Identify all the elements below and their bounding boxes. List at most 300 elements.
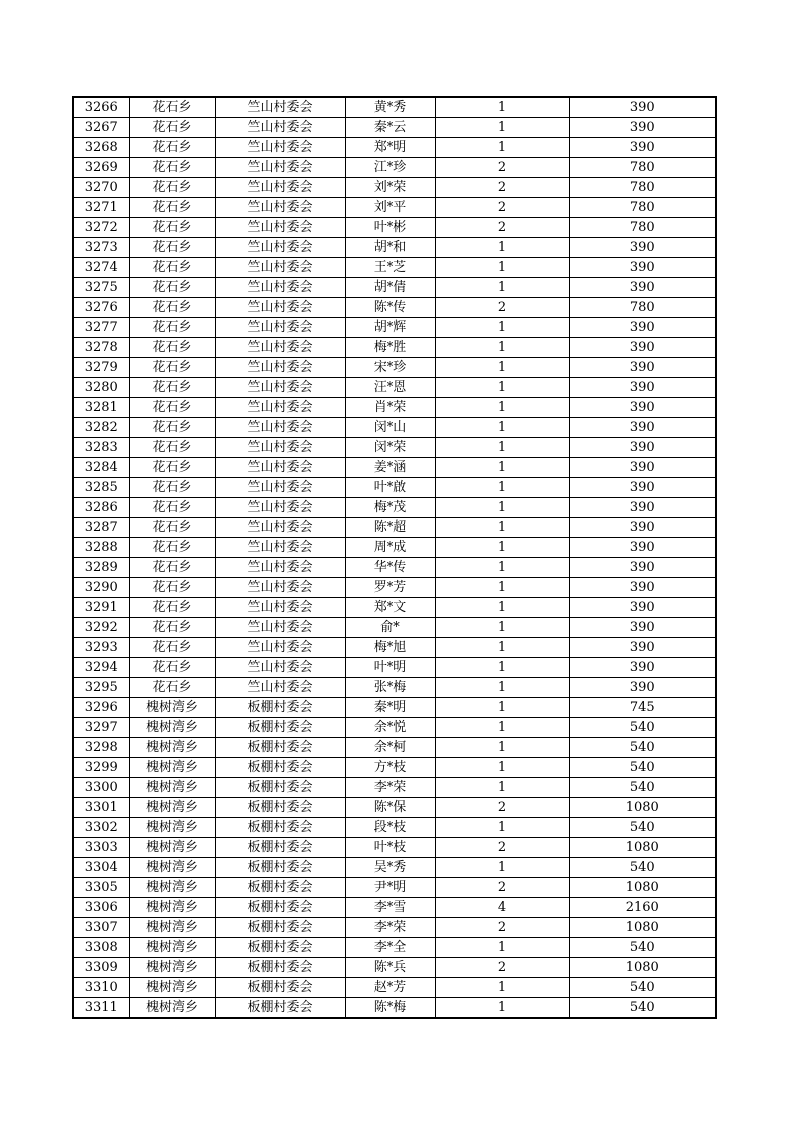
name-cell: 张*梅 [345, 678, 435, 698]
name-cell: 段*枝 [345, 818, 435, 838]
amount-cell: 390 [569, 118, 716, 138]
table-row [73, 258, 716, 278]
table-row [73, 618, 716, 638]
amount-cell: 390 [569, 618, 716, 638]
count-cell: 1 [435, 858, 569, 878]
amount-cell: 540 [569, 998, 716, 1019]
count-cell: 1 [435, 438, 569, 458]
village-committee-cell: 竺山村委会 [215, 158, 345, 178]
row-number-cell: 3276 [73, 298, 129, 318]
village-committee-cell: 竺山村委会 [215, 478, 345, 498]
township-cell: 花石乡 [129, 218, 215, 238]
table-row [73, 198, 716, 218]
township-cell: 花石乡 [129, 378, 215, 398]
village-committee-cell: 竺山村委会 [215, 538, 345, 558]
village-committee-cell: 竺山村委会 [215, 218, 345, 238]
name-cell: 郑*明 [345, 138, 435, 158]
township-cell: 槐树湾乡 [129, 958, 215, 978]
table-row [73, 698, 716, 718]
row-number-cell: 3270 [73, 178, 129, 198]
township-cell: 花石乡 [129, 538, 215, 558]
township-cell: 花石乡 [129, 158, 215, 178]
amount-cell: 390 [569, 578, 716, 598]
table-row [73, 798, 716, 818]
village-committee-cell: 竺山村委会 [215, 498, 345, 518]
table-row [73, 338, 716, 358]
count-cell: 1 [435, 658, 569, 678]
village-committee-cell: 板棚村委会 [215, 918, 345, 938]
village-committee-cell: 板棚村委会 [215, 698, 345, 718]
name-cell: 余*悦 [345, 718, 435, 738]
table-row [73, 178, 716, 198]
table-row [73, 598, 716, 618]
township-cell: 槐树湾乡 [129, 998, 215, 1019]
table-row [73, 538, 716, 558]
row-number-cell: 3294 [73, 658, 129, 678]
row-number-cell: 3295 [73, 678, 129, 698]
amount-cell: 390 [569, 278, 716, 298]
township-cell: 槐树湾乡 [129, 718, 215, 738]
township-cell: 花石乡 [129, 278, 215, 298]
amount-cell: 390 [569, 598, 716, 618]
township-cell: 槐树湾乡 [129, 798, 215, 818]
amount-cell: 540 [569, 858, 716, 878]
township-cell: 花石乡 [129, 438, 215, 458]
table-row [73, 298, 716, 318]
township-cell: 花石乡 [129, 518, 215, 538]
row-number-cell: 3281 [73, 398, 129, 418]
name-cell: 江*珍 [345, 158, 435, 178]
name-cell: 叶*彬 [345, 218, 435, 238]
name-cell: 姜*涵 [345, 458, 435, 478]
table-row [73, 678, 716, 698]
village-committee-cell: 竺山村委会 [215, 378, 345, 398]
count-cell: 1 [435, 998, 569, 1019]
row-number-cell: 3285 [73, 478, 129, 498]
name-cell: 叶*啟 [345, 478, 435, 498]
name-cell: 汪*恩 [345, 378, 435, 398]
row-number-cell: 3286 [73, 498, 129, 518]
count-cell: 1 [435, 938, 569, 958]
name-cell: 陈*传 [345, 298, 435, 318]
table-row [73, 818, 716, 838]
village-committee-cell: 板棚村委会 [215, 818, 345, 838]
amount-cell: 1080 [569, 918, 716, 938]
count-cell: 2 [435, 178, 569, 198]
table-row [73, 438, 716, 458]
township-cell: 花石乡 [129, 558, 215, 578]
count-cell: 1 [435, 538, 569, 558]
table-row [73, 518, 716, 538]
name-cell: 梅*胜 [345, 338, 435, 358]
table-row [73, 118, 716, 138]
name-cell: 赵*芳 [345, 978, 435, 998]
name-cell: 吴*秀 [345, 858, 435, 878]
amount-cell: 780 [569, 178, 716, 198]
name-cell: 俞* [345, 618, 435, 638]
village-committee-cell: 竺山村委会 [215, 278, 345, 298]
count-cell: 1 [435, 598, 569, 618]
village-committee-cell: 竺山村委会 [215, 97, 345, 118]
township-cell: 花石乡 [129, 458, 215, 478]
row-number-cell: 3278 [73, 338, 129, 358]
name-cell: 李*荣 [345, 778, 435, 798]
village-committee-cell: 竺山村委会 [215, 558, 345, 578]
village-committee-cell: 竺山村委会 [215, 638, 345, 658]
table-row [73, 918, 716, 938]
count-cell: 1 [435, 498, 569, 518]
township-cell: 花石乡 [129, 418, 215, 438]
village-committee-cell: 竺山村委会 [215, 338, 345, 358]
table-row [73, 938, 716, 958]
row-number-cell: 3267 [73, 118, 129, 138]
township-cell: 花石乡 [129, 578, 215, 598]
name-cell: 宋*珍 [345, 358, 435, 378]
township-cell: 花石乡 [129, 338, 215, 358]
village-committee-cell: 板棚村委会 [215, 718, 345, 738]
village-committee-cell: 板棚村委会 [215, 878, 345, 898]
village-committee-cell: 竺山村委会 [215, 678, 345, 698]
row-number-cell: 3266 [73, 97, 129, 118]
amount-cell: 390 [569, 378, 716, 398]
name-cell: 周*成 [345, 538, 435, 558]
name-cell: 陈*超 [345, 518, 435, 538]
village-committee-cell: 竺山村委会 [215, 178, 345, 198]
table-row [73, 998, 716, 1019]
amount-cell: 540 [569, 738, 716, 758]
count-cell: 1 [435, 978, 569, 998]
table-row [73, 878, 716, 898]
table-row [73, 638, 716, 658]
count-cell: 1 [435, 458, 569, 478]
township-cell: 花石乡 [129, 638, 215, 658]
count-cell: 1 [435, 138, 569, 158]
township-cell: 槐树湾乡 [129, 818, 215, 838]
count-cell: 1 [435, 378, 569, 398]
table-row [73, 238, 716, 258]
count-cell: 2 [435, 298, 569, 318]
row-number-cell: 3306 [73, 898, 129, 918]
table-row [73, 718, 716, 738]
township-cell: 槐树湾乡 [129, 838, 215, 858]
row-number-cell: 3300 [73, 778, 129, 798]
amount-cell: 390 [569, 338, 716, 358]
row-number-cell: 3288 [73, 538, 129, 558]
village-committee-cell: 竺山村委会 [215, 318, 345, 338]
amount-cell: 780 [569, 198, 716, 218]
village-committee-cell: 竺山村委会 [215, 398, 345, 418]
name-cell: 梅*茂 [345, 498, 435, 518]
township-cell: 花石乡 [129, 598, 215, 618]
count-cell: 1 [435, 258, 569, 278]
row-number-cell: 3282 [73, 418, 129, 438]
row-number-cell: 3268 [73, 138, 129, 158]
amount-cell: 390 [569, 418, 716, 438]
name-cell: 李*荣 [345, 918, 435, 938]
row-number-cell: 3299 [73, 758, 129, 778]
village-committee-cell: 竺山村委会 [215, 658, 345, 678]
village-committee-cell: 竺山村委会 [215, 198, 345, 218]
name-cell: 秦*云 [345, 118, 435, 138]
row-number-cell: 3308 [73, 938, 129, 958]
township-cell: 花石乡 [129, 178, 215, 198]
name-cell: 方*枝 [345, 758, 435, 778]
data-table [72, 96, 717, 1019]
village-committee-cell: 板棚村委会 [215, 898, 345, 918]
row-number-cell: 3273 [73, 238, 129, 258]
count-cell: 1 [435, 118, 569, 138]
row-number-cell: 3291 [73, 598, 129, 618]
row-number-cell: 3290 [73, 578, 129, 598]
table-row [73, 278, 716, 298]
row-number-cell: 3297 [73, 718, 129, 738]
name-cell: 郑*文 [345, 598, 435, 618]
table-row [73, 398, 716, 418]
amount-cell: 1080 [569, 838, 716, 858]
count-cell: 1 [435, 778, 569, 798]
row-number-cell: 3292 [73, 618, 129, 638]
row-number-cell: 3279 [73, 358, 129, 378]
amount-cell: 780 [569, 298, 716, 318]
count-cell: 2 [435, 838, 569, 858]
count-cell: 2 [435, 878, 569, 898]
village-committee-cell: 竺山村委会 [215, 418, 345, 438]
amount-cell: 390 [569, 638, 716, 658]
table-row [73, 358, 716, 378]
township-cell: 槐树湾乡 [129, 738, 215, 758]
count-cell: 1 [435, 698, 569, 718]
amount-cell: 745 [569, 698, 716, 718]
township-cell: 花石乡 [129, 498, 215, 518]
name-cell: 闵*山 [345, 418, 435, 438]
row-number-cell: 3303 [73, 838, 129, 858]
village-committee-cell: 竺山村委会 [215, 458, 345, 478]
count-cell: 1 [435, 518, 569, 538]
township-cell: 花石乡 [129, 478, 215, 498]
name-cell: 李*雪 [345, 898, 435, 918]
count-cell: 1 [435, 818, 569, 838]
table-row [73, 778, 716, 798]
amount-cell: 540 [569, 978, 716, 998]
count-cell: 1 [435, 678, 569, 698]
township-cell: 花石乡 [129, 138, 215, 158]
name-cell: 肖*荣 [345, 398, 435, 418]
count-cell: 2 [435, 158, 569, 178]
count-cell: 1 [435, 338, 569, 358]
township-cell: 槐树湾乡 [129, 698, 215, 718]
township-cell: 槐树湾乡 [129, 758, 215, 778]
name-cell: 刘*荣 [345, 178, 435, 198]
amount-cell: 390 [569, 358, 716, 378]
amount-cell: 540 [569, 778, 716, 798]
name-cell: 余*柯 [345, 738, 435, 758]
table-row [73, 898, 716, 918]
table-row [73, 958, 716, 978]
village-committee-cell: 竺山村委会 [215, 138, 345, 158]
name-cell: 罗*芳 [345, 578, 435, 598]
row-number-cell: 3298 [73, 738, 129, 758]
name-cell: 胡*和 [345, 238, 435, 258]
amount-cell: 390 [569, 518, 716, 538]
name-cell: 华*传 [345, 558, 435, 578]
township-cell: 槐树湾乡 [129, 898, 215, 918]
township-cell: 花石乡 [129, 398, 215, 418]
township-cell: 花石乡 [129, 618, 215, 638]
row-number-cell: 3280 [73, 378, 129, 398]
township-cell: 槐树湾乡 [129, 878, 215, 898]
table-row [73, 458, 716, 478]
row-number-cell: 3309 [73, 958, 129, 978]
table-row [73, 558, 716, 578]
count-cell: 1 [435, 318, 569, 338]
name-cell: 叶*明 [345, 658, 435, 678]
count-cell: 1 [435, 418, 569, 438]
count-cell: 1 [435, 358, 569, 378]
count-cell: 1 [435, 578, 569, 598]
amount-cell: 2160 [569, 898, 716, 918]
amount-cell: 780 [569, 158, 716, 178]
name-cell: 闵*荣 [345, 438, 435, 458]
village-committee-cell: 板棚村委会 [215, 978, 345, 998]
table-body [73, 97, 716, 1018]
table-row [73, 378, 716, 398]
count-cell: 2 [435, 198, 569, 218]
name-cell: 李*全 [345, 938, 435, 958]
name-cell: 叶*枝 [345, 838, 435, 858]
table-row [73, 978, 716, 998]
count-cell: 1 [435, 718, 569, 738]
village-committee-cell: 竺山村委会 [215, 358, 345, 378]
table-row [73, 758, 716, 778]
township-cell: 花石乡 [129, 658, 215, 678]
count-cell: 2 [435, 918, 569, 938]
row-number-cell: 3272 [73, 218, 129, 238]
table-row [73, 498, 716, 518]
row-number-cell: 3310 [73, 978, 129, 998]
count-cell: 2 [435, 798, 569, 818]
village-committee-cell: 竺山村委会 [215, 258, 345, 278]
township-cell: 花石乡 [129, 298, 215, 318]
count-cell: 1 [435, 558, 569, 578]
amount-cell: 390 [569, 438, 716, 458]
row-number-cell: 3296 [73, 698, 129, 718]
township-cell: 花石乡 [129, 358, 215, 378]
village-committee-cell: 竺山村委会 [215, 438, 345, 458]
row-number-cell: 3307 [73, 918, 129, 938]
count-cell: 1 [435, 278, 569, 298]
township-cell: 花石乡 [129, 678, 215, 698]
table-row [73, 138, 716, 158]
amount-cell: 390 [569, 258, 716, 278]
amount-cell: 390 [569, 97, 716, 118]
count-cell: 1 [435, 97, 569, 118]
township-cell: 花石乡 [129, 118, 215, 138]
village-committee-cell: 竺山村委会 [215, 518, 345, 538]
amount-cell: 390 [569, 398, 716, 418]
name-cell: 陈*梅 [345, 998, 435, 1019]
row-number-cell: 3311 [73, 998, 129, 1019]
table-row [73, 318, 716, 338]
name-cell: 陈*兵 [345, 958, 435, 978]
table-row [73, 158, 716, 178]
row-number-cell: 3283 [73, 438, 129, 458]
row-number-cell: 3269 [73, 158, 129, 178]
count-cell: 1 [435, 738, 569, 758]
village-committee-cell: 板棚村委会 [215, 738, 345, 758]
row-number-cell: 3284 [73, 458, 129, 478]
village-committee-cell: 竺山村委会 [215, 298, 345, 318]
amount-cell: 390 [569, 658, 716, 678]
name-cell: 陈*保 [345, 798, 435, 818]
table-row [73, 478, 716, 498]
count-cell: 2 [435, 958, 569, 978]
village-committee-cell: 板棚村委会 [215, 798, 345, 818]
township-cell: 槐树湾乡 [129, 938, 215, 958]
table-row [73, 658, 716, 678]
name-cell: 胡*辉 [345, 318, 435, 338]
township-cell: 花石乡 [129, 258, 215, 278]
township-cell: 槐树湾乡 [129, 978, 215, 998]
table-row [73, 218, 716, 238]
row-number-cell: 3287 [73, 518, 129, 538]
village-committee-cell: 板棚村委会 [215, 758, 345, 778]
count-cell: 4 [435, 898, 569, 918]
row-number-cell: 3301 [73, 798, 129, 818]
count-cell: 2 [435, 218, 569, 238]
township-cell: 花石乡 [129, 318, 215, 338]
township-cell: 花石乡 [129, 198, 215, 218]
amount-cell: 540 [569, 718, 716, 738]
amount-cell: 390 [569, 238, 716, 258]
amount-cell: 390 [569, 558, 716, 578]
count-cell: 1 [435, 618, 569, 638]
row-number-cell: 3293 [73, 638, 129, 658]
count-cell: 1 [435, 638, 569, 658]
amount-cell: 390 [569, 498, 716, 518]
name-cell: 胡*倩 [345, 278, 435, 298]
amount-cell: 390 [569, 478, 716, 498]
name-cell: 梅*旭 [345, 638, 435, 658]
amount-cell: 390 [569, 458, 716, 478]
village-committee-cell: 板棚村委会 [215, 858, 345, 878]
village-committee-cell: 板棚村委会 [215, 998, 345, 1019]
table-row [73, 738, 716, 758]
row-number-cell: 3305 [73, 878, 129, 898]
amount-cell: 390 [569, 318, 716, 338]
row-number-cell: 3302 [73, 818, 129, 838]
village-committee-cell: 竺山村委会 [215, 578, 345, 598]
amount-cell: 390 [569, 538, 716, 558]
name-cell: 尹*明 [345, 878, 435, 898]
name-cell: 王*芝 [345, 258, 435, 278]
table-row [73, 418, 716, 438]
amount-cell: 390 [569, 678, 716, 698]
amount-cell: 1080 [569, 798, 716, 818]
count-cell: 1 [435, 398, 569, 418]
name-cell: 刘*平 [345, 198, 435, 218]
amount-cell: 390 [569, 138, 716, 158]
amount-cell: 780 [569, 218, 716, 238]
table-row [73, 858, 716, 878]
village-committee-cell: 竺山村委会 [215, 118, 345, 138]
township-cell: 槐树湾乡 [129, 858, 215, 878]
township-cell: 槐树湾乡 [129, 918, 215, 938]
row-number-cell: 3274 [73, 258, 129, 278]
table-row [73, 97, 716, 118]
table-row [73, 838, 716, 858]
amount-cell: 1080 [569, 878, 716, 898]
row-number-cell: 3271 [73, 198, 129, 218]
